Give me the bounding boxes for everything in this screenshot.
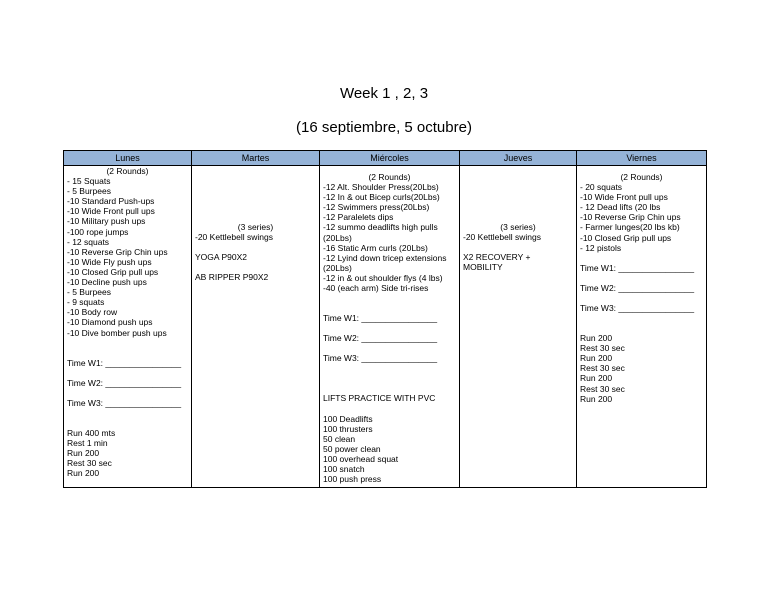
run-line: Rest 30 sec <box>580 383 625 394</box>
time-w2-field: Time W2: ________________ <box>67 377 182 388</box>
exercise-line: -16 Static Arm curls (20Lbs) <box>323 242 428 253</box>
exercise-line: - 12 Dead lifts (20 lbs <box>580 202 661 213</box>
rounds-label: (2 Rounds) <box>368 172 411 182</box>
exercise-line: -10 Reverse Grip Chin ups <box>67 246 168 257</box>
cell-lunes <box>64 166 192 488</box>
exercise-line: - 20 squats <box>580 182 623 193</box>
exercise-line: -10 Wide Fly push ups <box>67 256 152 267</box>
exercise-line: -10 Reverse Grip Chin ups <box>580 212 681 223</box>
time-w3-field: Time W3: ________________ <box>323 353 438 364</box>
exercise-line: -12 summo deadlifts high pulls <box>323 222 438 233</box>
exercise-line: - Farmer lunges(20 lbs kb) <box>580 222 680 233</box>
exercise-line: (20Lbs) <box>323 232 352 243</box>
run-line: Run 200 <box>67 448 100 459</box>
series-label: (3 series) <box>500 222 536 232</box>
practice-line: 100 push press <box>323 474 382 485</box>
exercise-line: -100 rope jumps <box>67 226 129 237</box>
exercise-line: YOGA P90X2 <box>195 252 247 263</box>
exercise-line: -10 Closed Grip pull ups <box>580 232 672 243</box>
exercise-line: - 12 squats <box>67 236 110 247</box>
run-line: Run 400 mts <box>67 427 116 438</box>
cell-miercoles <box>320 166 460 488</box>
exercise-line: -10 Wide Front pull ups <box>580 192 668 203</box>
exercise-line: -12 Lyind down tricep extensions <box>323 252 447 263</box>
time-w1-field: Time W1: ________________ <box>67 357 182 368</box>
practice-line: 50 clean <box>323 433 356 444</box>
run-line: Run 200 <box>580 333 613 344</box>
run-line: Run 200 <box>67 468 100 479</box>
exercise-line: -10 Body row <box>67 307 118 318</box>
exercise-line: - 5 Burpees <box>67 287 111 298</box>
exercise-line: - 12 pistols <box>580 242 622 253</box>
time-w1-field: Time W1: ________________ <box>580 262 695 273</box>
exercise-line: - 5 Burpees <box>67 186 111 197</box>
cell-martes <box>192 166 320 488</box>
column-header-jueves: Jueves <box>460 151 577 166</box>
exercise-line: -10 Closed Grip pull ups <box>67 266 159 277</box>
page-subtitle: (16 septiembre, 5 octubre) <box>296 119 472 136</box>
run-line: Run 200 <box>580 393 613 404</box>
practice-line: 100 overhead squat <box>323 453 399 464</box>
exercise-line: X2 RECOVERY + <box>463 252 531 263</box>
practice-title: LIFTS PRACTICE WITH PVC <box>323 393 436 404</box>
run-line: Rest 30 sec <box>580 363 625 374</box>
column-header-lunes: Lunes <box>64 151 192 166</box>
time-w3-field: Time W3: ________________ <box>580 302 695 313</box>
exercise-line: - 15 Squats <box>67 176 111 187</box>
exercise-line: -10 Decline push ups <box>67 277 147 288</box>
cell-jueves <box>460 166 577 488</box>
exercise-line: - 9 squats <box>67 297 105 308</box>
time-w1-field: Time W1: ________________ <box>323 313 438 324</box>
exercise-line: -12 Paralelets dips <box>323 212 394 223</box>
rounds-label: (2 Rounds) <box>106 166 149 176</box>
exercise-line: MOBILITY <box>463 262 503 273</box>
exercise-line: -20 Kettlebell swings <box>463 232 541 243</box>
exercise-line: -20 Kettlebell swings <box>195 232 273 243</box>
practice-line: 100 thrusters <box>323 423 373 434</box>
column-header-miercoles: Miércoles <box>320 151 460 166</box>
run-line: Rest 1 min <box>67 437 108 448</box>
time-w2-field: Time W2: ________________ <box>323 333 438 344</box>
exercise-line: -40 (each arm) Side tri-rises <box>323 283 429 294</box>
cell-viernes <box>577 166 707 488</box>
exercise-line: -10 Standard Push-ups <box>67 196 155 207</box>
exercise-line: -10 Wide Front pull ups <box>67 206 155 217</box>
exercise-line: -10 Diamond push ups <box>67 317 153 328</box>
exercise-line: -12 Alt. Shoulder Press(20Lbs) <box>323 182 439 193</box>
run-line: Rest 30 sec <box>580 343 625 354</box>
rounds-label: (2 Rounds) <box>620 172 663 182</box>
workout-schedule-table <box>63 150 707 488</box>
column-header-martes: Martes <box>192 151 320 166</box>
exercise-line: AB RIPPER P90X2 <box>195 272 269 283</box>
exercise-line: -12 in & out shoulder flys (4 lbs) <box>323 272 443 283</box>
run-line: Run 200 <box>580 373 613 384</box>
exercise-line: -10 Dive bomber push ups <box>67 327 167 338</box>
time-w2-field: Time W2: ________________ <box>580 282 695 293</box>
exercise-line: -12 In & out Bicep curls(20Lbs) <box>323 192 440 203</box>
practice-line: 100 Deadlifts <box>323 413 373 424</box>
time-w3-field: Time W3: ________________ <box>67 397 182 408</box>
table-header-row <box>64 151 707 166</box>
exercise-line: -10 Military push ups <box>67 216 146 227</box>
practice-line: 100 snatch <box>323 463 365 474</box>
table-body-row <box>64 166 707 488</box>
column-header-viernes: Viernes <box>577 151 707 166</box>
run-line: Rest 30 sec <box>67 458 112 469</box>
exercise-line: -12 Swimmers press(20Lbs) <box>323 202 430 213</box>
run-line: Run 200 <box>580 353 613 364</box>
exercise-line: (20Lbs) <box>323 262 352 273</box>
practice-line: 50 power clean <box>323 443 381 454</box>
series-label: (3 series) <box>237 222 274 232</box>
page-title: Week 1 , 2, 3 <box>339 85 429 102</box>
